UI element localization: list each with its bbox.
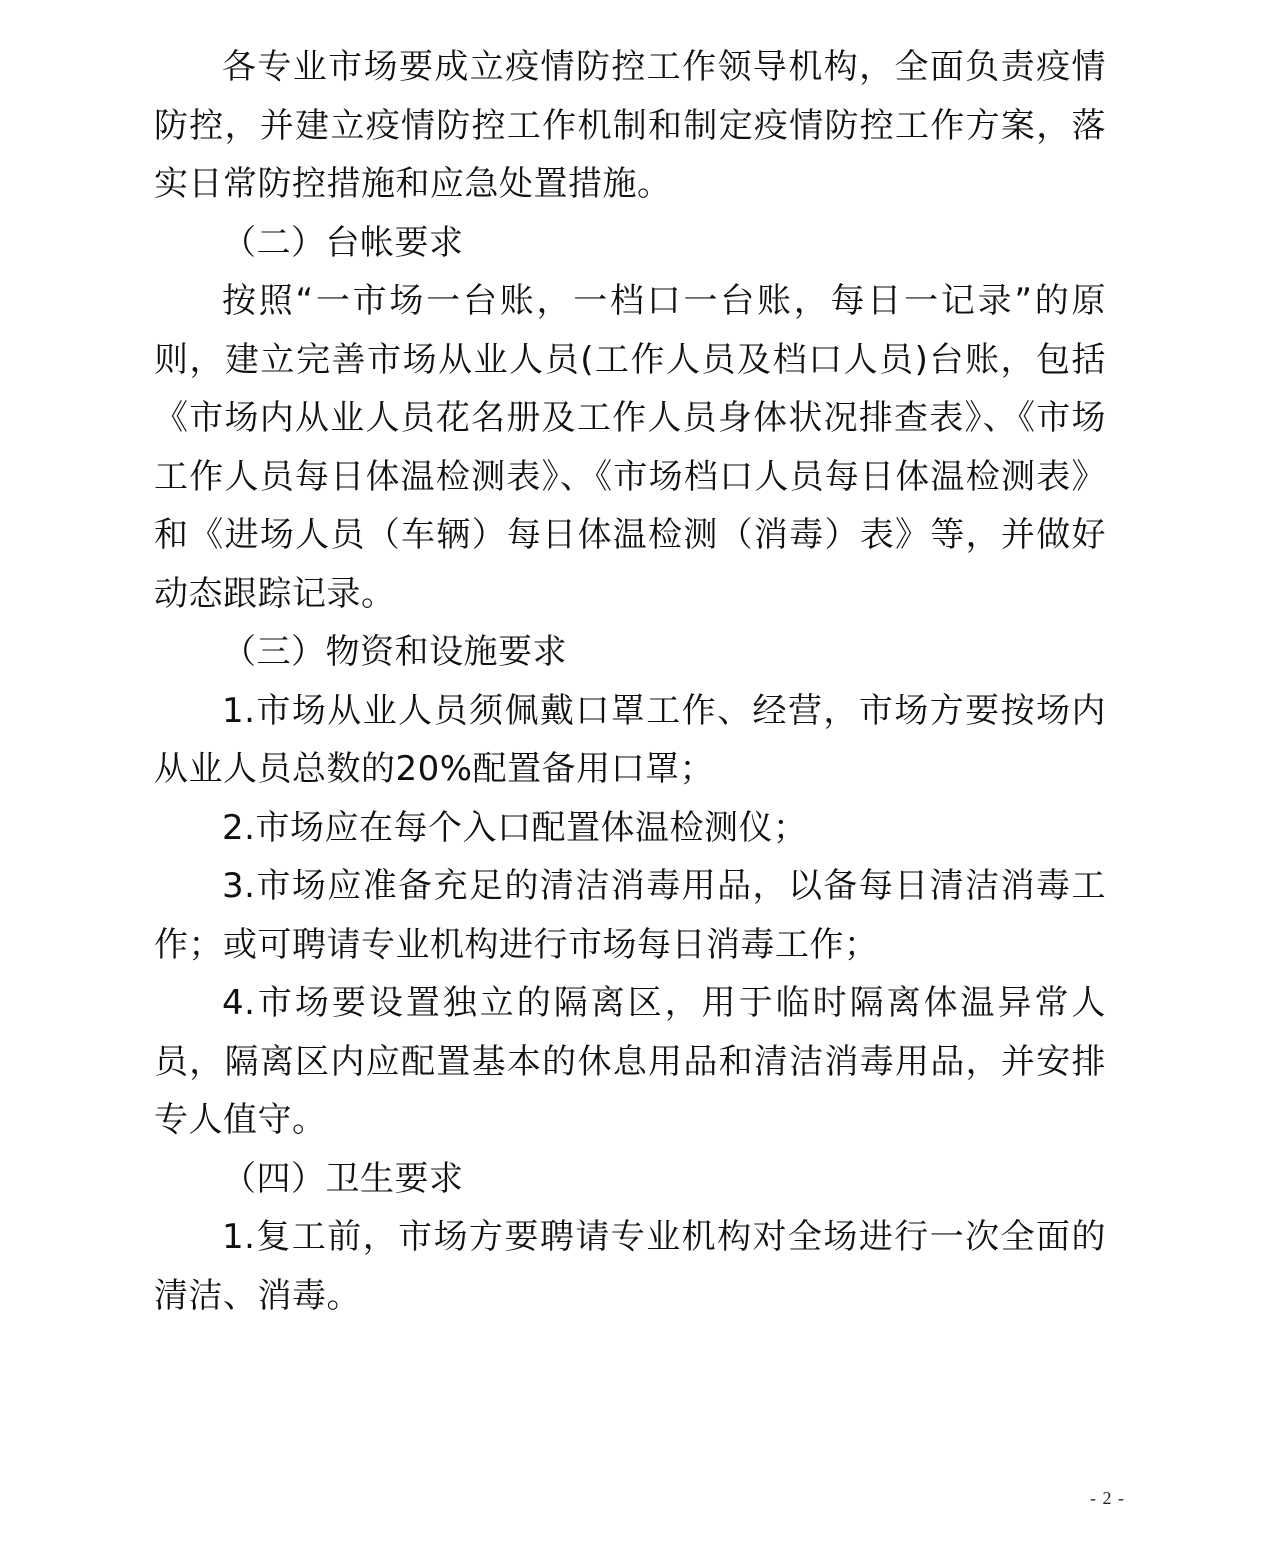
heading-materials-facilities: （三）物资和设施要求 <box>222 632 567 672</box>
document-page <box>154 38 1106 1325</box>
paragraph-item-masks: 1.市场从业人员须佩戴口罩工作、经营，市场方要按场内从业人员总数的20%配置备用口罩； <box>154 690 1106 789</box>
page-number: - 2 - <box>1090 1488 1125 1508</box>
paragraph-ledger: 按照“一市场一台账，一档口一台账，每日一记录”的原则，建立完善市场从业人员(工作人员及档口人员)台账，包括《市场内从业人员花名册及工作人员身体状况排查表》、《市场工作人员每日体温检测表》、《市场档口人员每日体温检测表》和《进场人员（车辆）每日体温检测（消毒）表》等，并做好动态跟踪记录。 <box>154 281 1106 614</box>
paragraph-item-isolation: 4.市场要设置独立的隔离区，用于临时隔离体温异常人员，隔离区内应配置基本的休息用品和清洁消毒用品，并安排专人值守。 <box>154 983 1106 1140</box>
paragraph-item-cleaning: 1.复工前，市场方要聘请专业机构对全场进行一次全面的清洁、消毒。 <box>154 1217 1106 1316</box>
heading-ledger-requirements: （二）台帐要求 <box>222 222 464 263</box>
paragraph-leadership: 各专业市场要成立疫情防控工作领导机构，全面负责疫情防控，并建立疫情防控工作机制和制定疫情防控工作方案，落实日常防控措施和应急处置措施。 <box>154 47 1106 204</box>
paragraph-item-thermometer: 2.市场应在每个入口配置体温检测仪； <box>222 807 808 848</box>
paragraph-item-disinfection: 3.市场应准备充足的清洁消毒用品，以备每日清洁消毒工作；或可聘请专业机构进行市场每日消毒工作； <box>154 866 1106 965</box>
heading-hygiene: （四）卫生要求 <box>222 1158 464 1199</box>
